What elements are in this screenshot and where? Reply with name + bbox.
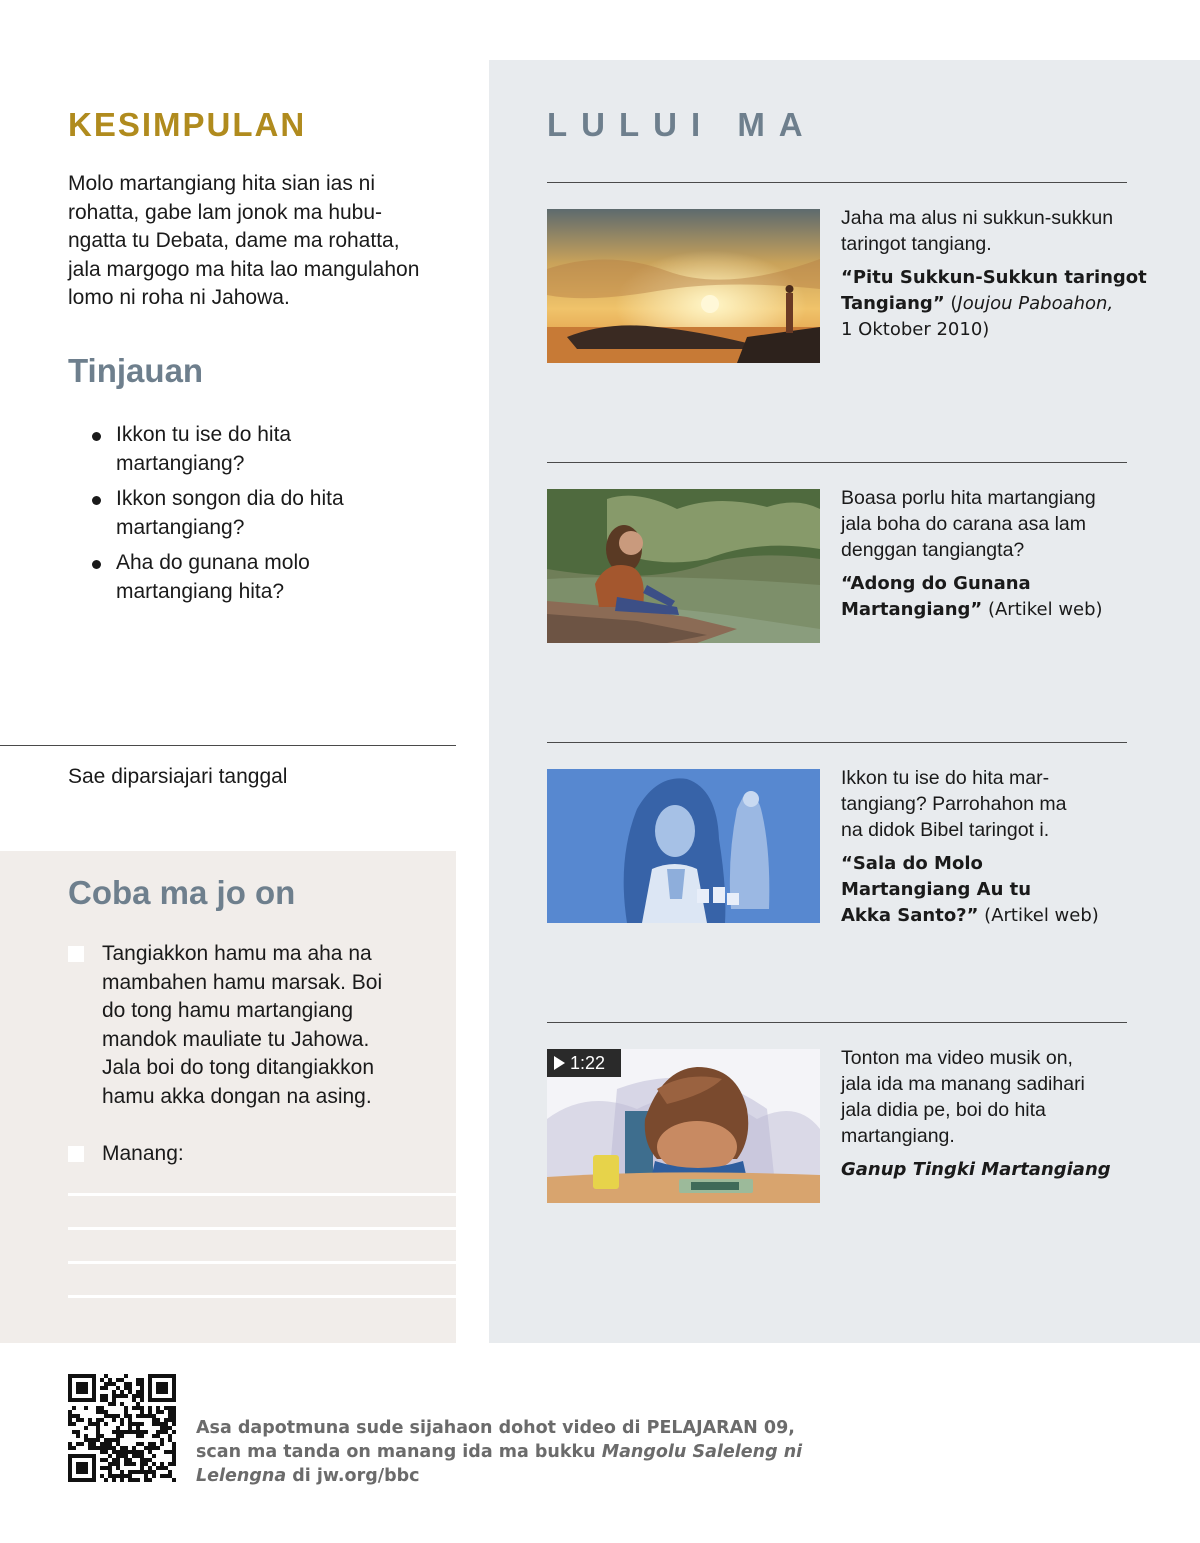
checkbox[interactable] — [68, 946, 84, 962]
reference-source: (Artikel web) — [978, 905, 1099, 926]
task-line: Tangiakkon hamu ma aha na — [102, 942, 372, 965]
review-item-line: martangiang? — [116, 516, 245, 539]
reference-source: (Artikel web) — [982, 599, 1103, 620]
checkbox[interactable] — [68, 1146, 84, 1162]
reference-title: Akka Santo?” — [841, 905, 979, 926]
resource-4 — [841, 1045, 1141, 1183]
conclusion-text — [68, 170, 458, 313]
task-label: Manang: — [102, 1142, 184, 1165]
reference-source: ( — [944, 293, 958, 314]
task-line: hamu akka dongan na asing. — [102, 1084, 372, 1108]
writing-line[interactable] — [68, 1227, 456, 1230]
reference-title: “Sala do Molo — [841, 853, 983, 874]
writing-line[interactable] — [68, 1261, 456, 1264]
review-item-line: Aha do gunana molo — [116, 551, 310, 574]
resource-description: jala boha do carana asa lam — [841, 513, 1086, 535]
divider — [547, 1022, 1127, 1023]
play-icon — [554, 1056, 565, 1070]
task-item — [68, 940, 448, 1111]
conclusion-line: Molo martangiang hita sian ias ni — [68, 172, 376, 195]
reference-source: Joujou Paboahon, — [957, 293, 1114, 314]
footer-note — [196, 1416, 802, 1488]
writing-line[interactable] — [68, 1193, 456, 1196]
divider — [547, 742, 1127, 743]
task-item-other — [68, 1140, 448, 1169]
river-thumbnail[interactable] — [547, 489, 820, 643]
book-title: Lelengna — [196, 1466, 287, 1486]
divider — [547, 462, 1127, 463]
conclusion-heading: KESIMPULAN — [68, 106, 307, 143]
try-it-heading: Coba ma jo on — [68, 874, 296, 911]
task-line: Jala boi do tong ditangiakkon — [102, 1056, 375, 1079]
task-line: mambahen hamu marsak. Boi — [102, 970, 383, 994]
writing-line[interactable] — [68, 1295, 456, 1298]
review-list — [92, 420, 422, 612]
reference-title: Tangiang” — [841, 293, 945, 314]
review-item-line: Ikkon songon dia do hita — [116, 487, 344, 510]
resource-description: Ikkon tu ise do hita mar- — [841, 767, 1050, 789]
resource-description: Boasa porlu hita martangiang — [841, 487, 1096, 509]
resource-description: denggan tangiangta? — [841, 539, 1025, 561]
resource-description: tangiang? Parrohahon ma — [841, 793, 1067, 815]
resource-reference-link[interactable] — [841, 1157, 1141, 1183]
resource-reference-link[interactable] — [841, 851, 1141, 929]
bullet-icon — [92, 560, 101, 569]
video-duration: 1:22 — [570, 1053, 606, 1073]
sunset-thumbnail[interactable] — [547, 209, 820, 363]
video-duration-badge[interactable] — [547, 1049, 621, 1077]
reference-title: “Adong do Gunana — [841, 573, 1031, 594]
review-heading: Tinjauan — [68, 352, 204, 389]
resource-description: taringot tangiang. — [841, 233, 992, 255]
review-item-line: martangiang hita? — [116, 580, 285, 603]
divider — [547, 182, 1127, 183]
review-item — [92, 420, 422, 478]
reference-title: Ganup Tingki Martangiang — [841, 1159, 1111, 1180]
resource-description: martangiang. — [841, 1125, 955, 1147]
resource-reference-link[interactable] — [841, 265, 1147, 343]
reference-title: Martangiang” — [841, 599, 983, 620]
divider — [0, 745, 456, 746]
footer-line: scan ma tanda on manang ida ma bukku — [196, 1442, 602, 1462]
reference-title: “Pitu Sukkun-Sukkun taringot — [841, 267, 1147, 288]
conclusion-line: lomo ni roha ni Jahowa. — [68, 286, 290, 309]
conclusion-line: ngatta tu Debata, dame ma rohatta, — [68, 229, 400, 252]
resource-description: Tonton ma video musik on, — [841, 1047, 1073, 1069]
bullet-icon — [92, 432, 101, 441]
resource-3 — [841, 765, 1141, 929]
review-item — [92, 484, 422, 542]
resource-reference-link[interactable] — [841, 571, 1141, 623]
date-studied-label: Sae diparsiajari tanggal — [68, 765, 288, 788]
review-item — [92, 548, 422, 606]
footer-link[interactable]: di jw.org/bbc — [286, 1466, 420, 1486]
review-item-line: martangiang? — [116, 452, 245, 475]
conclusion-line: jala margogo ma hita lao mangulahon — [68, 257, 420, 281]
resource-2 — [841, 485, 1141, 623]
reference-title: Martangiang Au tu — [841, 879, 1032, 900]
conclusion-line: rohatta, gabe lam jonok ma hubu- — [68, 200, 383, 224]
book-title: Mangolu Saleleng ni — [601, 1442, 803, 1462]
reference-source: 1 Oktober 2010) — [841, 319, 990, 340]
resource-description: jala ida ma manang sadihari — [841, 1073, 1085, 1095]
review-item-line: Ikkon tu ise do hita — [116, 423, 292, 446]
task-line: do tong hamu martangiang — [102, 999, 354, 1022]
praying-woman-thumbnail[interactable] — [547, 769, 820, 923]
footer-line: Asa dapotmuna sude sijahaon dohot video di PELAJARAN 09, — [196, 1418, 795, 1438]
resource-1 — [841, 205, 1147, 343]
task-line: mandok mauliate tu Jahowa. — [102, 1027, 370, 1051]
qr-code-icon[interactable] — [68, 1374, 176, 1482]
resource-description: na didok Bibel taringot i. — [841, 819, 1050, 841]
resource-description: Jaha ma alus ni sukkun-sukkun — [841, 207, 1114, 229]
resource-description: jala didia pe, boi do hita — [841, 1099, 1046, 1121]
bullet-icon — [92, 496, 101, 505]
explore-heading: LULUI MA — [547, 106, 817, 143]
